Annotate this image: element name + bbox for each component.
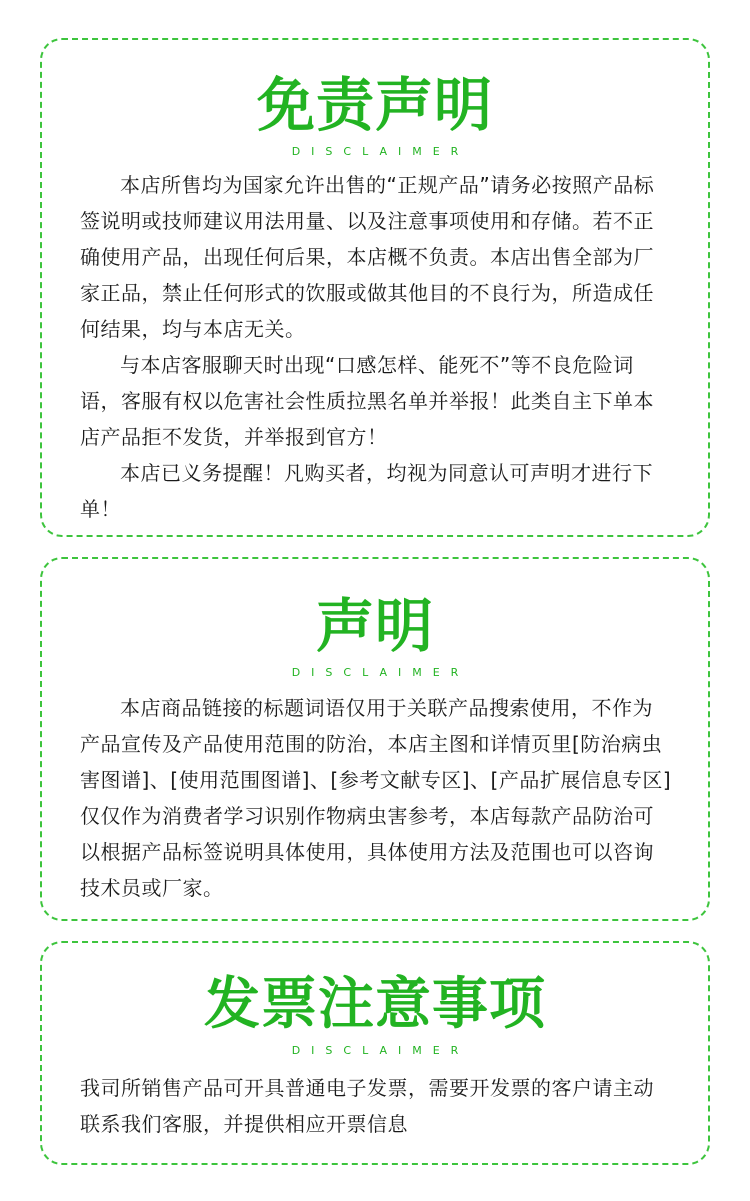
invoice-notice-paragraph-1: 我司所销售产品可开具普通电子发票，需要开发票的客户请主动联系我们客服，并提供相应开票信息 — [80, 1076, 654, 1136]
disclaimer-body — [42, 157, 708, 527]
invoice-notice-card — [40, 941, 710, 1165]
disclaimer-title: 免责声明 — [256, 71, 493, 139]
invoice-notice-title: 发票注意事项 — [204, 972, 546, 1037]
invoice-notice-subtitle: DISCLAIMER — [291, 1044, 470, 1057]
statement-paragraph-1: 本店商品链接的标题词语仅用于关联产品搜索使用，不作为产品宣传及产品使用范围的防治，本店主图和详情页里[防治病虫害图谱]、[使用范围图谱]、[参考文献专区]、[产品扩展信息专区]仅仅作为消费者学习识别作物病虫害参考，本店每款产品防治可以根据产品标签说明具体使用，具体使用方法及范围也可以咨询技术员或厂家。 — [80, 696, 672, 900]
statement-subtitle: DISCLAIMER — [291, 666, 470, 679]
disclaimer-paragraph-3: 本店已义务提醒！凡购买者，均视为同意认可声明才进行下单！ — [80, 461, 653, 521]
disclaimer-card — [40, 38, 710, 537]
statement-title: 声明 — [315, 592, 434, 660]
disclaimer-paragraph-1: 本店所售均为国家允许出售的“正规产品”请务必按照产品标签说明或技师建议用法用量、以及注意事项使用和存储。若不正确使用产品，出现任何后果，本店概不负责。本店出售全部为厂家正品，禁止任何形式的饮服或做其他目的不良行为，所造成任何结果，均与本店无关。 — [80, 173, 655, 341]
statement-body — [42, 678, 708, 906]
invoice-notice-body — [42, 1056, 708, 1142]
disclaimer-subtitle: DISCLAIMER — [291, 145, 470, 158]
statement-card — [40, 557, 710, 921]
disclaimer-paragraph-2: 与本店客服聊天时出现“口感怎样、能死不”等不良危险词语，客服有权以危害社会性质拉黑名单并举报！此类自主下单本店产品拒不发货，并举报到官方！ — [80, 353, 654, 449]
